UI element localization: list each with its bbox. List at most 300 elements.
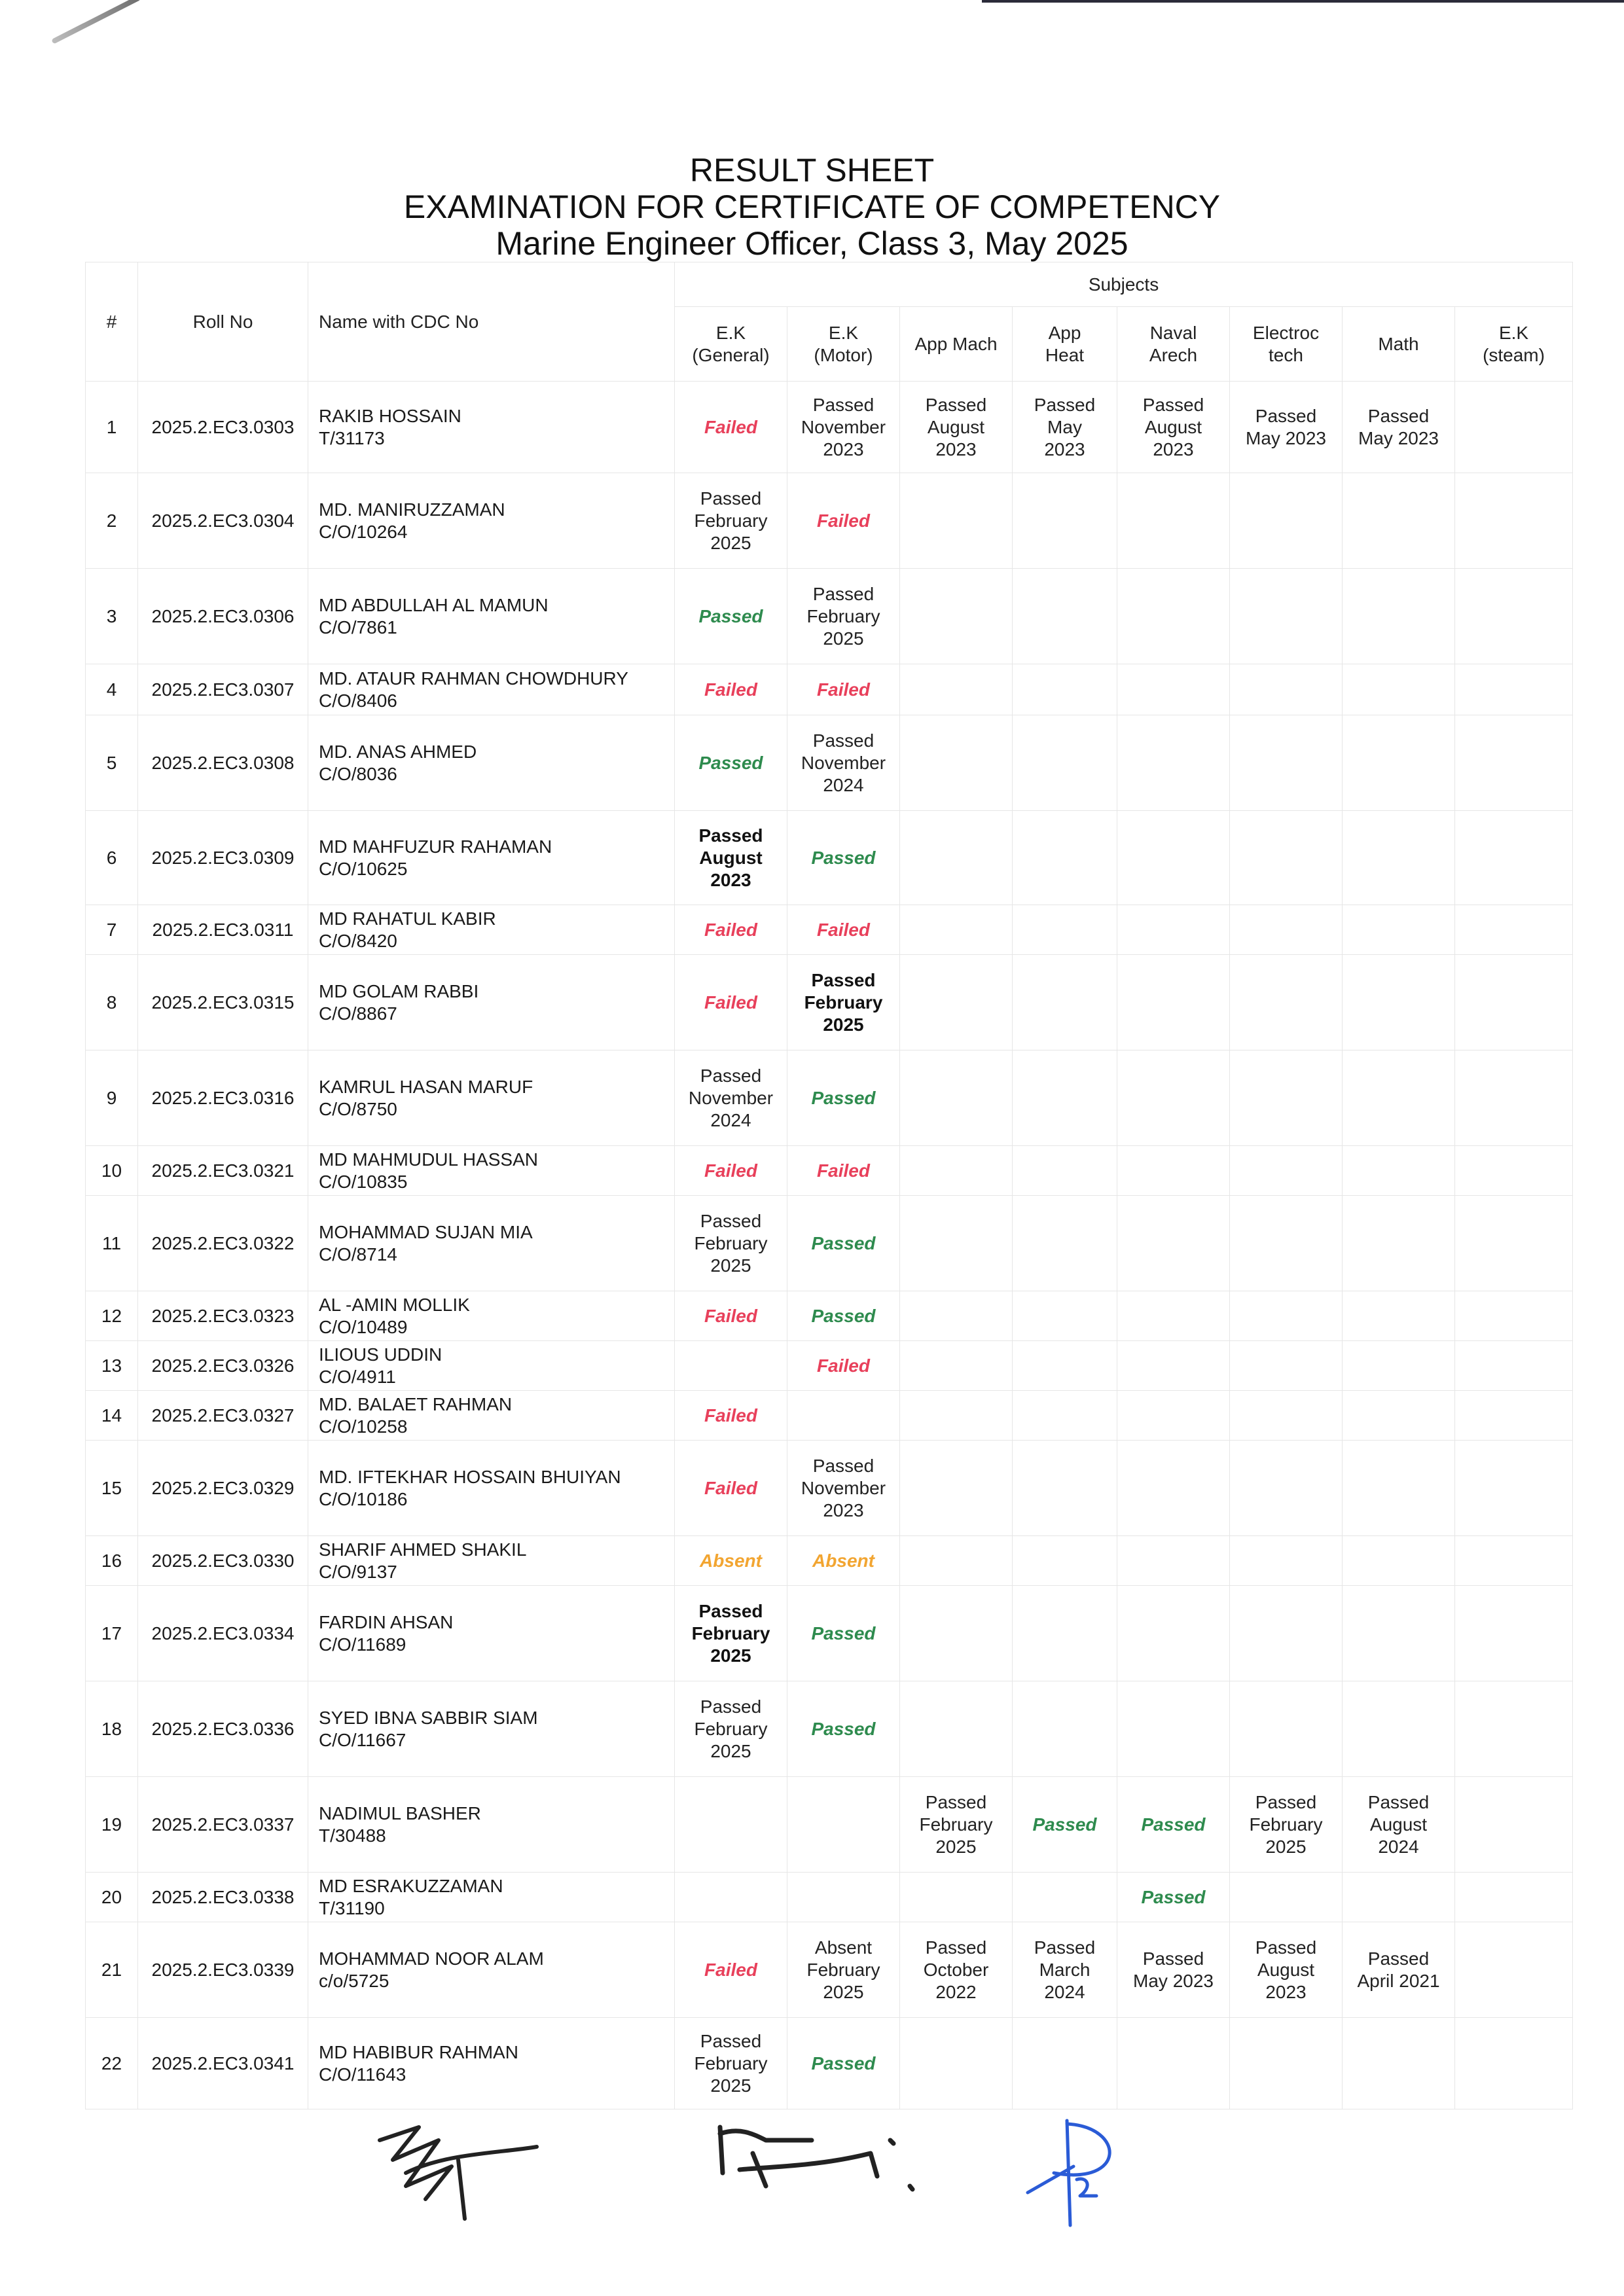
roll-number: 2025.2.EC3.0334 [138, 1586, 308, 1681]
result-cell [787, 382, 900, 473]
row-number: 22 [86, 2018, 138, 2109]
row-number: 6 [86, 811, 138, 905]
candidate-cell [308, 1536, 675, 1586]
cdc-number: C/O/10258 [319, 1416, 408, 1437]
result-cell [1455, 2018, 1573, 2109]
row-number: 15 [86, 1441, 138, 1536]
candidate-name: FARDIN AHSAN [319, 1611, 454, 1632]
cdc-number: C/O/7861 [319, 617, 397, 637]
roll-number: 2025.2.EC3.0339 [138, 1922, 308, 2018]
roll-number: 2025.2.EC3.0341 [138, 2018, 308, 2109]
result-cell [1343, 955, 1455, 1050]
result-status: Passed November 2024 [688, 1065, 774, 1130]
result-cell [1013, 811, 1117, 905]
result-cell [787, 1536, 900, 1586]
table-row [86, 2018, 1573, 2109]
result-status: Failed [704, 416, 757, 437]
result-cell [1455, 382, 1573, 473]
result-cell [1230, 811, 1343, 905]
table-row [86, 955, 1573, 1050]
result-cell [675, 569, 787, 664]
result-cell [787, 1291, 900, 1341]
table-row [86, 1873, 1573, 1922]
candidate-cell [308, 1050, 675, 1146]
result-cell [675, 1291, 787, 1341]
candidate-cell [308, 1441, 675, 1536]
result-cell [900, 1291, 1013, 1341]
table-row [86, 1341, 1573, 1391]
roll-number: 2025.2.EC3.0336 [138, 1681, 308, 1777]
row-number: 9 [86, 1050, 138, 1146]
result-status: Passed October 2022 [923, 1937, 989, 2002]
result-cell [1117, 1777, 1230, 1873]
result-status: Failed [704, 992, 757, 1013]
result-status: Passed [811, 1232, 876, 1253]
result-cell [675, 1922, 787, 2018]
result-status: Passed May 2023 [1246, 405, 1326, 448]
cdc-number: C/O/10264 [319, 521, 408, 542]
result-cell [1343, 1441, 1455, 1536]
result-cell [1013, 1873, 1117, 1922]
candidate-cell [308, 1196, 675, 1291]
result-cell [1013, 1441, 1117, 1536]
result-status: Passed [811, 1718, 876, 1739]
result-cell [1455, 1341, 1573, 1391]
result-cell [1343, 715, 1455, 811]
row-number: 11 [86, 1196, 138, 1291]
result-cell [675, 2018, 787, 2109]
roll-number: 2025.2.EC3.0321 [138, 1146, 308, 1196]
result-cell [675, 811, 787, 905]
result-status: Passed November 2023 [801, 394, 886, 459]
candidate-cell [308, 905, 675, 955]
result-cell [900, 1536, 1013, 1586]
result-cell [1343, 905, 1455, 955]
table-row [86, 1196, 1573, 1291]
result-status: Passed [811, 847, 876, 868]
result-cell [900, 473, 1013, 569]
table-row [86, 1536, 1573, 1586]
candidate-cell [308, 1146, 675, 1196]
result-cell [1117, 1586, 1230, 1681]
result-status: Passed November 2024 [801, 730, 886, 795]
result-cell [787, 1922, 900, 2018]
result-status: Passed August 2023 [925, 394, 987, 459]
result-cell [1117, 955, 1230, 1050]
result-status: Failed [704, 919, 757, 940]
result-cell [1230, 473, 1343, 569]
result-cell [900, 382, 1013, 473]
cdc-number: C/O/10835 [319, 1171, 408, 1192]
table-row [86, 1391, 1573, 1441]
result-cell [787, 1146, 900, 1196]
result-cell [1117, 473, 1230, 569]
signature-3 [1015, 2114, 1132, 2238]
result-cell [1343, 1873, 1455, 1922]
cdc-number: C/O/11667 [319, 1729, 406, 1750]
result-cell [675, 1341, 787, 1391]
result-cell [675, 1681, 787, 1777]
result-status: Failed [817, 1160, 870, 1181]
col-header-subject: App Mach [900, 307, 1013, 382]
result-status: Passed February 2025 [806, 583, 880, 649]
row-number: 3 [86, 569, 138, 664]
result-status: Failed [704, 1405, 757, 1426]
cdc-number: C/O/8714 [319, 1244, 397, 1265]
result-cell [900, 1391, 1013, 1441]
results-table [85, 262, 1573, 2109]
row-number: 16 [86, 1536, 138, 1586]
row-number: 17 [86, 1586, 138, 1681]
result-cell [900, 905, 1013, 955]
candidate-cell [308, 382, 675, 473]
result-cell [900, 1341, 1013, 1391]
candidate-name: MD. BALAET RAHMAN [319, 1393, 513, 1414]
result-cell [675, 1391, 787, 1441]
result-status: Passed February 2025 [1249, 1791, 1323, 1857]
candidate-cell [308, 569, 675, 664]
result-status: Passed [811, 1623, 876, 1643]
result-status: Passed [811, 1087, 876, 1108]
result-status: Passed February 2025 [691, 1600, 770, 1666]
result-cell [787, 473, 900, 569]
result-cell [787, 664, 900, 715]
result-cell [1343, 2018, 1455, 2109]
result-cell [1230, 569, 1343, 664]
result-cell [1013, 569, 1117, 664]
result-cell [787, 569, 900, 664]
roll-number: 2025.2.EC3.0329 [138, 1441, 308, 1536]
table-row [86, 905, 1573, 955]
roll-number: 2025.2.EC3.0311 [138, 905, 308, 955]
result-cell [1343, 1777, 1455, 1873]
cdc-number: C/O/8406 [319, 690, 397, 711]
result-cell [1343, 1922, 1455, 2018]
result-cell [900, 569, 1013, 664]
result-cell [1455, 664, 1573, 715]
result-status: Passed August 2023 [698, 825, 763, 890]
result-status: Failed [817, 1355, 870, 1376]
row-number: 14 [86, 1391, 138, 1441]
candidate-name: MD. IFTEKHAR HOSSAIN BHUIYAN [319, 1466, 621, 1487]
result-status: Passed [698, 752, 763, 773]
pen-mark [51, 0, 141, 45]
candidate-name: MD RAHATUL KABIR [319, 908, 496, 929]
col-header-index: # [86, 262, 138, 382]
table-row [86, 1586, 1573, 1681]
result-cell [1230, 1196, 1343, 1291]
result-cell [675, 905, 787, 955]
result-cell [1230, 955, 1343, 1050]
result-status: Passed November 2023 [801, 1455, 886, 1520]
result-status: Passed February 2025 [694, 488, 768, 553]
row-number: 20 [86, 1873, 138, 1922]
candidate-cell [308, 811, 675, 905]
roll-number: 2025.2.EC3.0309 [138, 811, 308, 905]
result-cell [787, 1341, 900, 1391]
result-cell [787, 811, 900, 905]
result-cell [675, 382, 787, 473]
candidate-cell [308, 955, 675, 1050]
result-cell [1230, 664, 1343, 715]
result-cell [1455, 1586, 1573, 1681]
title-result-sheet: RESULT SHEET [689, 152, 935, 188]
col-header-subject: Electroc tech [1230, 307, 1343, 382]
roll-number: 2025.2.EC3.0338 [138, 1873, 308, 1922]
roll-number: 2025.2.EC3.0303 [138, 382, 308, 473]
roll-number: 2025.2.EC3.0316 [138, 1050, 308, 1146]
result-cell [787, 2018, 900, 2109]
candidate-name: SHARIF AHMED SHAKIL [319, 1539, 527, 1560]
result-cell [675, 1873, 787, 1922]
result-cell [1455, 569, 1573, 664]
result-cell [1117, 664, 1230, 715]
result-cell [787, 1391, 900, 1441]
result-status: Absent [812, 1550, 875, 1571]
result-status: Passed May 2023 [1133, 1948, 1214, 1991]
result-cell [1117, 905, 1230, 955]
result-cell [675, 473, 787, 569]
result-cell [1455, 1777, 1573, 1873]
col-header-subject: App Heat [1013, 307, 1117, 382]
top-edge-line [982, 0, 1624, 3]
result-cell [1455, 1196, 1573, 1291]
result-cell [1343, 1146, 1455, 1196]
result-cell [675, 1196, 787, 1291]
result-cell [1455, 473, 1573, 569]
candidate-cell [308, 1922, 675, 2018]
row-number: 12 [86, 1291, 138, 1341]
result-cell [1013, 1146, 1117, 1196]
result-status: Failed [817, 679, 870, 700]
result-status: Passed April 2021 [1357, 1948, 1440, 1991]
roll-number: 2025.2.EC3.0306 [138, 569, 308, 664]
result-status: Passed May 2023 [1034, 394, 1096, 459]
title-class: Marine Engineer Officer, Class 3, May 2025 [496, 225, 1128, 262]
table-row [86, 1050, 1573, 1146]
result-cell [1013, 905, 1117, 955]
result-status: Passed [1032, 1814, 1097, 1835]
result-cell [675, 1050, 787, 1146]
result-cell [900, 2018, 1013, 2109]
roll-number: 2025.2.EC3.0337 [138, 1777, 308, 1873]
col-header-subject: E.K (steam) [1455, 307, 1573, 382]
cdc-number: T/31173 [319, 427, 385, 448]
result-cell [1230, 1586, 1343, 1681]
cdc-number: C/O/8867 [319, 1003, 397, 1024]
result-cell [1117, 1291, 1230, 1341]
result-cell [1455, 1681, 1573, 1777]
result-cell [787, 1441, 900, 1536]
row-number: 18 [86, 1681, 138, 1777]
candidate-name: MD. ATAUR RAHMAN CHOWDHURY [319, 668, 628, 689]
cdc-number: T/31190 [319, 1897, 385, 1918]
result-cell [1343, 811, 1455, 905]
result-cell [1117, 569, 1230, 664]
result-status: Failed [704, 1160, 757, 1181]
result-cell [1455, 905, 1573, 955]
signature-1 [367, 2114, 550, 2225]
table-row [86, 382, 1573, 473]
result-cell [900, 1146, 1013, 1196]
result-status: Failed [704, 679, 757, 700]
result-cell [675, 1146, 787, 1196]
candidate-name: MD ABDULLAH AL MAMUN [319, 594, 549, 615]
col-header-name: Name with CDC No [308, 262, 675, 382]
candidate-name: MD HABIBUR RAHMAN [319, 2041, 518, 2062]
row-number: 4 [86, 664, 138, 715]
candidate-name: MOHAMMAD SUJAN MIA [319, 1221, 533, 1242]
result-cell [675, 1777, 787, 1873]
candidate-cell [308, 1873, 675, 1922]
cdc-number: c/o/5725 [319, 1970, 389, 1991]
result-cell [1455, 1146, 1573, 1196]
result-cell [1013, 1777, 1117, 1873]
result-status: Passed February 2025 [804, 969, 883, 1035]
result-status: Passed [1141, 1814, 1206, 1835]
result-cell [1013, 1196, 1117, 1291]
result-cell [900, 955, 1013, 1050]
result-cell [1343, 569, 1455, 664]
result-status: Failed [704, 1959, 757, 1980]
result-status: Passed February 2025 [694, 1210, 768, 1276]
result-cell [1117, 1196, 1230, 1291]
result-cell [900, 664, 1013, 715]
result-cell [1230, 1341, 1343, 1391]
result-cell [900, 1586, 1013, 1681]
cdc-number: C/O/10625 [319, 858, 408, 879]
col-header-subject: E.K (Motor) [787, 307, 900, 382]
result-status: Failed [704, 1477, 757, 1498]
candidate-name: MD MAHMUDUL HASSAN [319, 1149, 538, 1170]
result-cell [1013, 955, 1117, 1050]
title-examination: EXAMINATION FOR CERTIFICATE OF COMPETENCY [403, 188, 1221, 225]
result-cell [1230, 1922, 1343, 2018]
row-number: 19 [86, 1777, 138, 1873]
candidate-name: MD ESRAKUZZAMAN [319, 1875, 503, 1896]
result-cell [1343, 1050, 1455, 1146]
result-cell [1117, 382, 1230, 473]
cdc-number: C/O/8750 [319, 1098, 397, 1119]
result-cell [1230, 715, 1343, 811]
table-row [86, 473, 1573, 569]
cdc-number: C/O/11643 [319, 2064, 406, 2085]
result-cell [1343, 1681, 1455, 1777]
row-number: 21 [86, 1922, 138, 2018]
result-cell [1117, 1873, 1230, 1922]
result-cell [675, 955, 787, 1050]
result-cell [1013, 1536, 1117, 1586]
result-cell [675, 1441, 787, 1536]
result-cell [1343, 1391, 1455, 1441]
candidate-cell [308, 2018, 675, 2109]
row-number: 5 [86, 715, 138, 811]
roll-number: 2025.2.EC3.0330 [138, 1536, 308, 1586]
col-header-subject: E.K (General) [675, 307, 787, 382]
table-row [86, 664, 1573, 715]
result-cell [1117, 1681, 1230, 1777]
result-status: Passed August 2023 [1142, 394, 1204, 459]
col-header-subject: Naval Arech [1117, 307, 1230, 382]
candidate-cell [308, 1681, 675, 1777]
roll-number: 2025.2.EC3.0307 [138, 664, 308, 715]
candidate-name: KAMRUL HASAN MARUF [319, 1076, 533, 1097]
result-status: Passed August 2024 [1367, 1791, 1430, 1857]
table-row [86, 1777, 1573, 1873]
result-cell [900, 1777, 1013, 1873]
candidate-name: SYED IBNA SABBIR SIAM [319, 1707, 538, 1728]
results-body [86, 382, 1573, 2109]
result-status: Passed August 2023 [1255, 1937, 1317, 2002]
result-cell [675, 1586, 787, 1681]
result-cell [787, 1050, 900, 1146]
result-cell [1117, 1341, 1230, 1391]
result-cell [1013, 1291, 1117, 1341]
result-status: Passed February 2025 [919, 1791, 993, 1857]
row-number: 10 [86, 1146, 138, 1196]
row-number: 7 [86, 905, 138, 955]
result-status: Failed [817, 919, 870, 940]
result-cell [1230, 1050, 1343, 1146]
result-status: Failed [704, 1305, 757, 1326]
candidate-name: NADIMUL BASHER [319, 1803, 481, 1823]
result-cell [1343, 664, 1455, 715]
roll-number: 2025.2.EC3.0322 [138, 1196, 308, 1291]
result-status: Absent [700, 1550, 762, 1571]
row-number: 1 [86, 382, 138, 473]
table-row [86, 569, 1573, 664]
result-cell [787, 1681, 900, 1777]
table-row [86, 715, 1573, 811]
result-cell [1230, 1536, 1343, 1586]
candidate-cell [308, 473, 675, 569]
col-header-subject: Math [1343, 307, 1455, 382]
result-cell [1230, 1777, 1343, 1873]
cdc-number: C/O/8036 [319, 763, 397, 784]
cdc-number: C/O/10489 [319, 1316, 408, 1337]
result-cell [787, 955, 900, 1050]
result-cell [1455, 1922, 1573, 2018]
document-header [0, 152, 1624, 262]
candidate-cell [308, 1391, 675, 1441]
col-header-roll: Roll No [138, 262, 308, 382]
result-cell [900, 1196, 1013, 1291]
result-cell [1343, 1291, 1455, 1341]
result-cell [1455, 715, 1573, 811]
roll-number: 2025.2.EC3.0315 [138, 955, 308, 1050]
result-cell [1117, 715, 1230, 811]
table-row [86, 1146, 1573, 1196]
result-cell [900, 1050, 1013, 1146]
result-cell [675, 664, 787, 715]
table-row [86, 1681, 1573, 1777]
cdc-number: C/O/4911 [319, 1366, 396, 1387]
table-row [86, 1922, 1573, 2018]
result-status: Failed [817, 510, 870, 531]
result-cell [1013, 1922, 1117, 2018]
cdc-number: C/O/10186 [319, 1488, 408, 1509]
cdc-number: C/O/9137 [319, 1561, 397, 1582]
result-cell [1455, 1536, 1573, 1586]
result-cell [900, 1681, 1013, 1777]
result-cell [1455, 1391, 1573, 1441]
result-status: Passed [698, 605, 763, 626]
result-cell [1455, 1873, 1573, 1922]
result-cell [1230, 382, 1343, 473]
roll-number: 2025.2.EC3.0323 [138, 1291, 308, 1341]
candidate-cell [308, 1291, 675, 1341]
result-cell [900, 715, 1013, 811]
